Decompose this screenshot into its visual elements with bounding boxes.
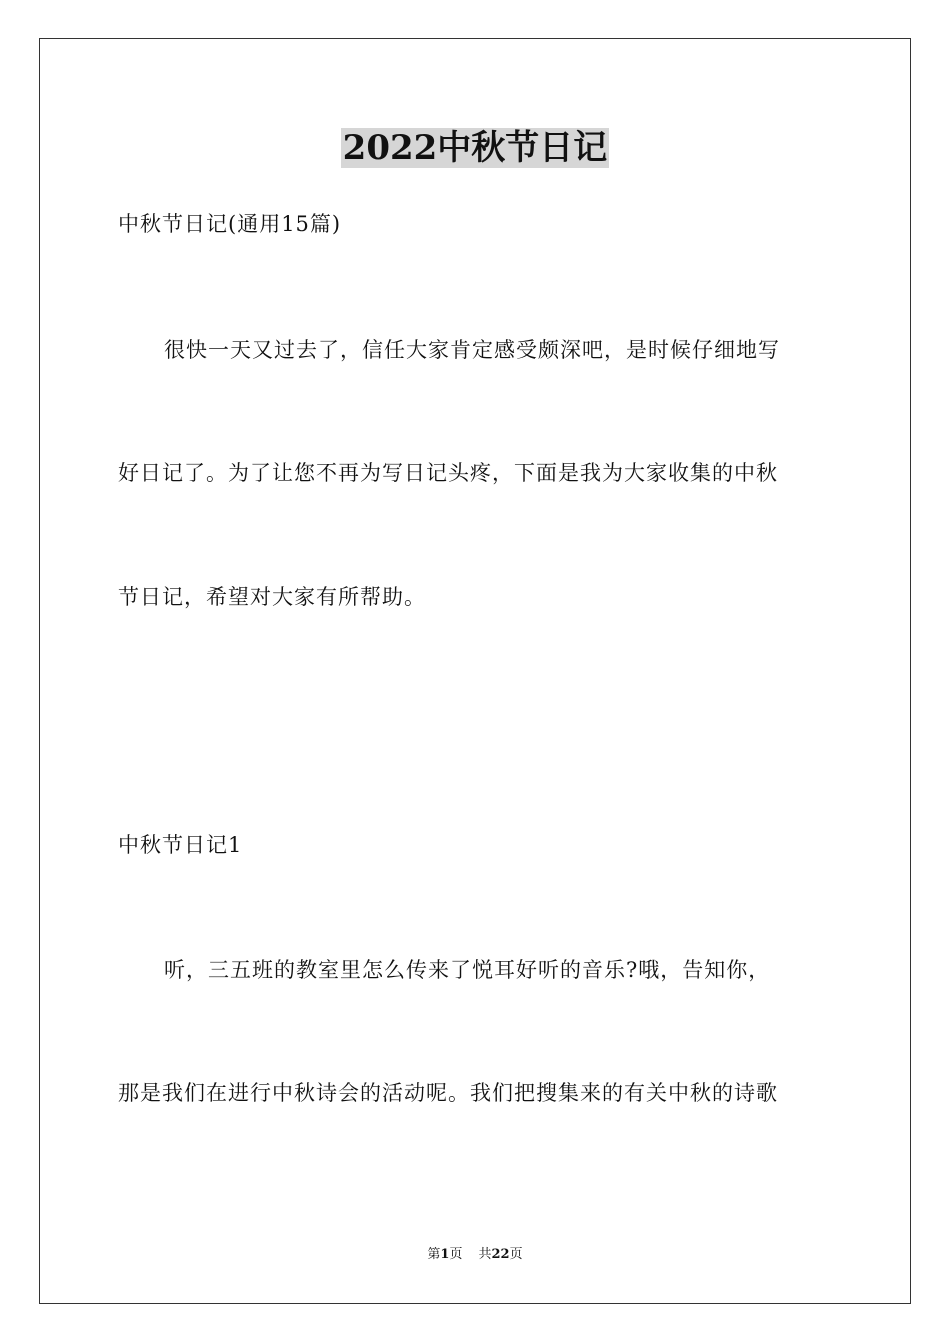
section-line-1: 听，三五班的教室里怎么传来了悦耳好听的音乐?哦，告知你， xyxy=(164,958,771,982)
footer-page-total: 22 xyxy=(491,1247,510,1262)
footer-page-prefix: 第 xyxy=(427,1247,441,1262)
section-heading: 中秋节日记1 xyxy=(118,833,243,857)
section-line-2: 那是我们在进行中秋诗会的活动呢。我们把搜集来的有关中秋的诗歌 xyxy=(118,1081,778,1105)
footer-total-prefix: 共 xyxy=(478,1247,492,1262)
footer-total-suffix: 页 xyxy=(509,1247,523,1262)
document-subtitle: 中秋节日记(通用15篇) xyxy=(118,212,342,236)
intro-line-3: 节日记，希望对大家有所帮助。 xyxy=(118,585,426,609)
footer-page-suffix: 页 xyxy=(449,1247,463,1262)
intro-line-1: 很快一天又过去了，信任大家肯定感受颇深吧，是时候仔细地写 xyxy=(164,338,780,362)
page-footer xyxy=(0,1246,950,1264)
intro-line-2: 好日记了。为了让您不再为写日记头疼，下面是我为大家收集的中秋 xyxy=(118,461,778,485)
document-title-text: 2022中秋节日记 xyxy=(342,128,608,168)
footer-page-current: 1 xyxy=(440,1247,450,1262)
document-title xyxy=(0,126,950,170)
